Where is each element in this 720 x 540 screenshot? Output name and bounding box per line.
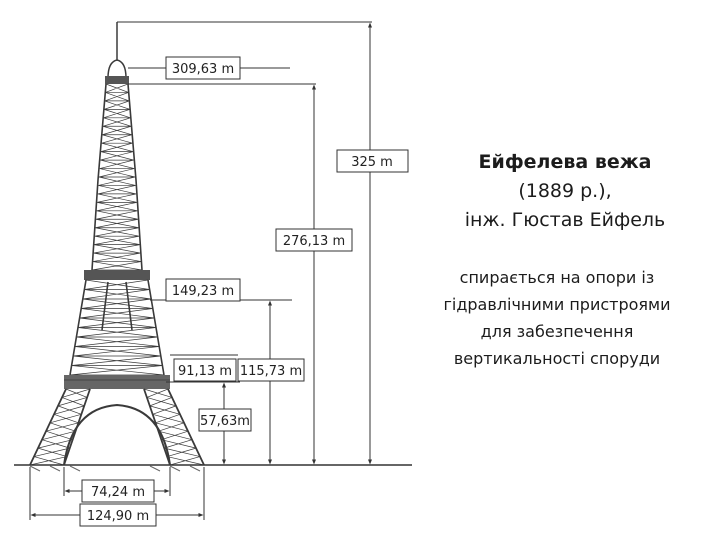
dimension-lines (30, 22, 372, 520)
description-line: вертикальності споруди (453, 349, 661, 368)
eiffel-tower (30, 22, 204, 465)
label-74: 74,24 m (90, 485, 146, 500)
label-309: 309,63 m (171, 62, 235, 77)
label-first-deck (199, 409, 251, 431)
label-arch-width (82, 480, 154, 502)
label-second-deck (238, 359, 304, 381)
caption-description (404, 264, 710, 372)
label-325: 325 m (351, 155, 393, 170)
label-91: 91,13 m (177, 364, 233, 379)
ground-hatch (30, 466, 200, 471)
description-line: гідравлічними пристроями (443, 295, 671, 314)
description-line: для забезпечення (480, 322, 634, 341)
label-149: 149,23 m (171, 284, 235, 299)
caption-title (420, 148, 710, 235)
build-year: (1889 р.), (518, 180, 612, 202)
label-second-floor (166, 279, 240, 301)
label-antenna-base (276, 229, 352, 251)
label-total-height (337, 150, 408, 172)
description-line: спирається на опори із (459, 268, 655, 287)
label-57: 57,63m (200, 414, 250, 429)
tower-name: Ейфелева вежа (478, 151, 652, 173)
label-third-floor (166, 57, 240, 79)
engineer-name: інж. Гюстав Ейфель (464, 209, 666, 231)
label-first-floor (174, 359, 236, 381)
label-base-width (80, 504, 156, 526)
label-124: 124,90 m (86, 509, 150, 524)
label-276: 276,13 m (282, 234, 346, 249)
label-115: 115,73 m (239, 364, 303, 379)
